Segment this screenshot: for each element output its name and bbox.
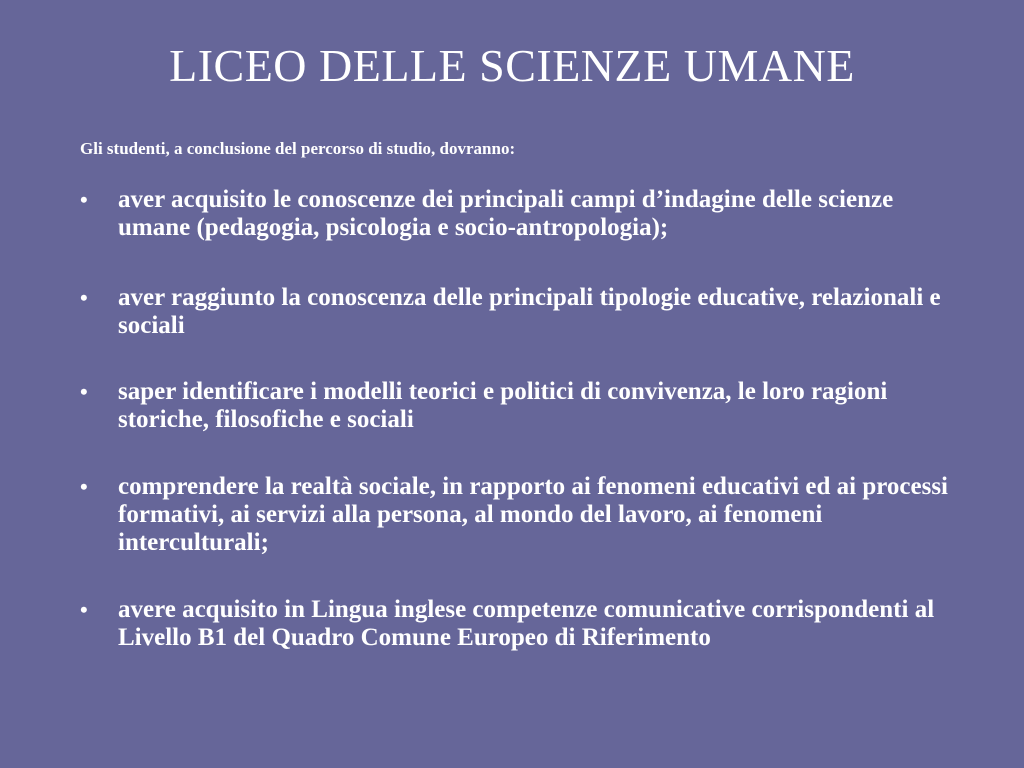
bullet-icon: • [80,379,88,404]
bullet-text: comprendere la realtà sociale, in rapporto ai fenomeni educativi ed ai processi formativi, ai servizi alla persona, al mondo del lavoro, ai fenomeni interculturali; [118,473,949,556]
bullet-item-3 [80,378,970,434]
bullet-text: aver acquisito le conoscenze dei principali campi d’indagine delle scienze umane (pedagogia, psicologia e socio-antropologia); [118,186,894,241]
bullet-icon: • [80,474,88,499]
bullet-text: saper identificare i modelli teorici e politici di convivenza, le loro ragioni storiche, filosofiche e sociali [118,378,888,433]
bullet-item-1 [80,186,970,242]
bullet-icon: • [80,597,88,622]
bullet-text: aver raggiunto la conoscenza delle principali tipologie educative, relazionali e sociali [118,284,941,339]
bullet-icon: • [80,187,88,212]
slide-title: LICEO DELLE SCIENZE UMANE [169,40,855,91]
bullet-text: avere acquisito in Lingua inglese competenze comunicative corrispondenti al Livello B1 del Quadro Comune Europeo di Riferimento [118,596,935,651]
intro-text: Gli studenti, a conclusione del percorso di studio, dovranno: [80,139,516,158]
bullet-icon: • [80,285,88,310]
bullet-item-2 [80,284,970,340]
bullet-item-5 [80,596,970,652]
bullet-item-4 [80,473,970,557]
